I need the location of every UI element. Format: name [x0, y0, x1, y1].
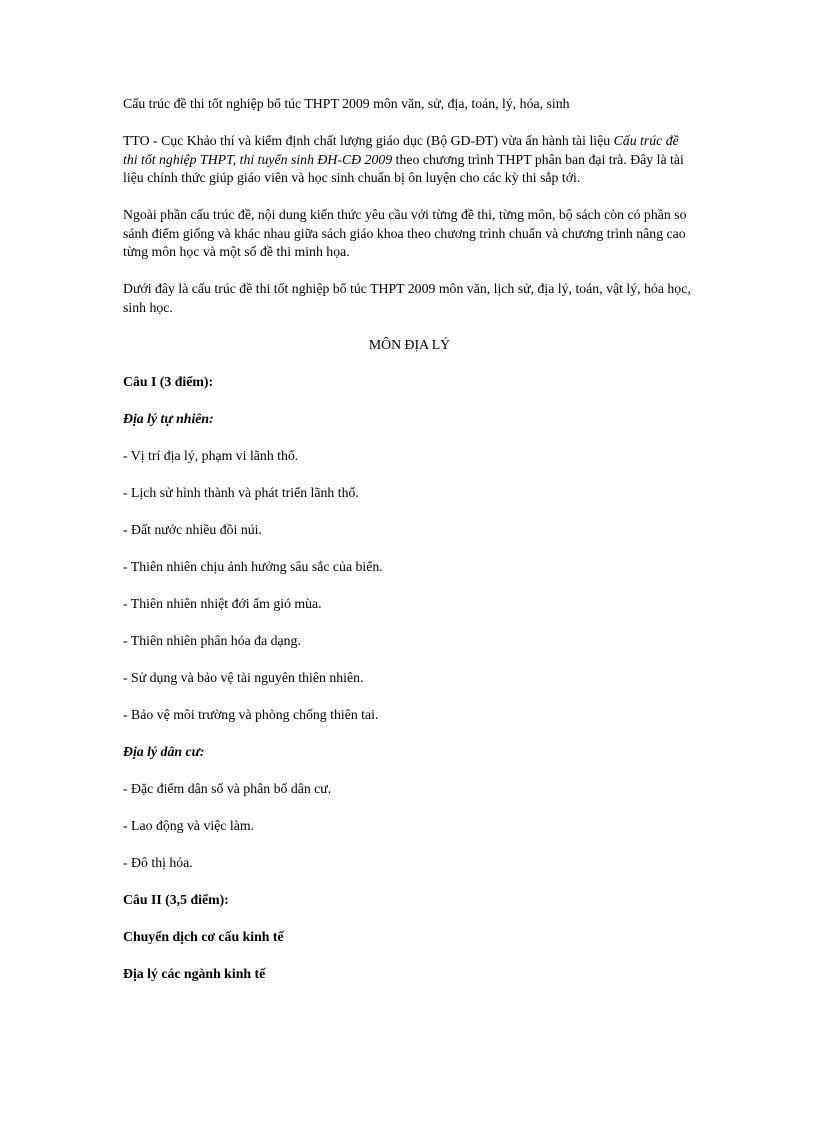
population-geography-heading: Địa lý dân cư: — [123, 743, 205, 759]
list-item: - Đặc điểm dân số và phân bố dân cư. — [123, 780, 332, 796]
list-item: - Lao động và việc làm. — [123, 817, 255, 833]
list-item: - Thiên nhiên phân hóa đa dạng. — [123, 632, 301, 648]
intro-paragraph — [123, 132, 696, 188]
list-item: - Bảo vệ môi trường và phòng chống thiên tai. — [123, 706, 379, 722]
list-item: - Sử dụng và bảo vệ tài nguyên thiên nhiên. — [123, 669, 364, 685]
paragraph-2: Ngoài phần cấu trúc đề, nội dung kiến thức yêu cầu với từng đề thi, từng môn, bộ sách còn có phần so sánh điểm giống và khác nhau giữa sách giáo khoa theo chương trình chuẩn và chương trình nâng cao từng môn học và một số đề thi minh họa. — [123, 207, 687, 259]
economic-sectors-heading: Địa lý các ngành kinh tế — [123, 965, 266, 981]
list-item: - Vị trí địa lý, phạm vi lãnh thổ. — [123, 447, 299, 463]
intro-lead: TTO - Cục Khảo thí và kiểm định chất lượng giáo dục (Bộ GD-ĐT) vừa ấn hành tài liệu — [123, 133, 614, 148]
economic-shift-heading: Chuyển dịch cơ cấu kinh tế — [123, 928, 284, 944]
paragraph-3: Dưới đây là cấu trúc đề thi tốt nghiệp bổ túc THPT 2009 môn văn, lịch sử, địa lý, toán, vật lý, hóa học, sinh học. — [123, 281, 691, 315]
list-item: - Đô thị hóa. — [123, 854, 193, 870]
list-item: - Thiên nhiên chịu ảnh hưởng sâu sắc của biển. — [123, 558, 383, 574]
question-2-heading: Câu II (3,5 điểm): — [123, 891, 229, 907]
natural-geography-heading: Địa lý tự nhiên: — [123, 410, 214, 426]
question-1-heading: Câu I (3 điểm): — [123, 373, 214, 389]
list-item: - Đất nước nhiều đồi núi. — [123, 521, 262, 537]
intro-doc-name: Cấu trúc đề thi tốt nghiệp THPT, thi tuyển sinh ĐH-CĐ 2009 — [123, 133, 679, 167]
subject-heading: MÔN ĐỊA LÝ — [368, 336, 451, 352]
document-title: Cấu trúc đề thi tốt nghiệp bổ túc THPT 2009 môn văn, sử, địa, toán, lý, hóa, sinh — [123, 96, 570, 111]
list-item: - Lịch sử hình thành và phát triển lãnh thổ. — [123, 484, 359, 500]
intro-rest: theo chương trình THPT phân ban đại trà. Đây là tài liệu chính thức giúp giáo viên và học sinh chuẩn bị ôn luyện cho các kỳ thi sắp tới. — [123, 151, 684, 185]
list-item: - Thiên nhiên nhiệt đới ẩm gió mùa. — [123, 595, 322, 611]
